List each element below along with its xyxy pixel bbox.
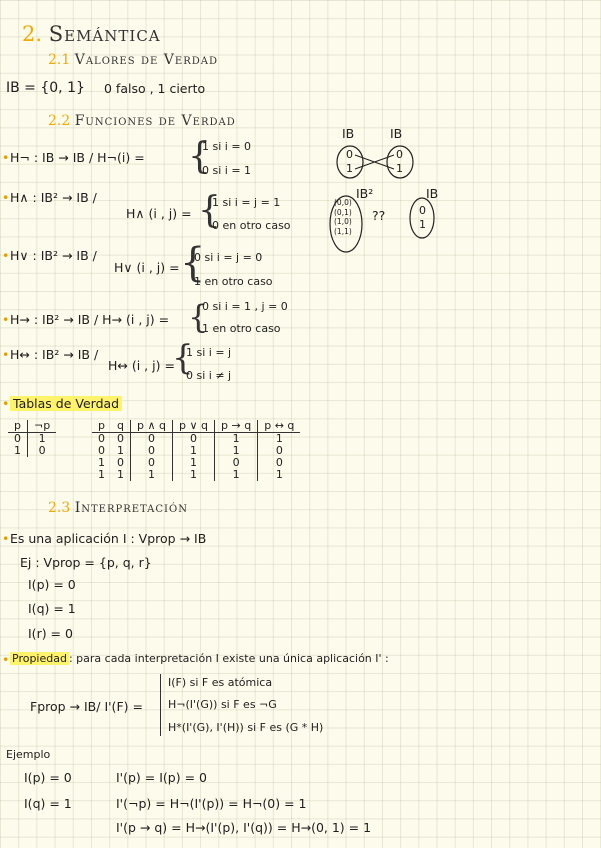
diagram-pairs [334, 198, 352, 236]
table-cell: 0 [117, 456, 124, 469]
table-header: p [92, 420, 111, 433]
bullet-icon: • [2, 652, 10, 667]
page-title [22, 22, 161, 46]
f-iff-case1: 1 si i = j [186, 346, 232, 359]
table-cell: 0 [98, 444, 105, 457]
f-and-case1: 1 si i = j = 1 [212, 196, 281, 209]
section-number: 2. [22, 22, 43, 46]
interp-example-set: Ej : Vprop = {p, q, r} [20, 555, 152, 570]
subsection-2-3 [48, 500, 188, 516]
connectives-truth-table [92, 420, 300, 481]
property-case1: I(F) si F es atómica [168, 676, 273, 689]
f-iff-def2: H↔ (i , j) = [108, 358, 175, 373]
f-not-def: H¬ : IB → IB / H¬(i) = [10, 150, 145, 165]
negation-truth-table [8, 420, 56, 457]
bullet-icon: • [2, 248, 10, 263]
table-header: q [111, 420, 131, 433]
f-not-case2: 0 si i = 1 [202, 164, 252, 177]
f-iff-def: H↔ : IB² → IB / [10, 347, 99, 362]
brace-icon: { [172, 338, 194, 378]
property-lhs: Fprop → IB/ I'(F) = [30, 699, 143, 714]
table-cell: 1 [98, 468, 105, 481]
diagram-label-pairs: IB² [356, 186, 374, 201]
table-cell: 1 [117, 468, 124, 481]
table-cell: 1 [117, 444, 124, 457]
table-cell: 0 [258, 457, 301, 469]
interp-value-q: I(q) = 1 [28, 601, 76, 616]
property-label: Propiedad [12, 652, 67, 665]
bullet-icon: • [2, 190, 10, 205]
table-cell: 0 [98, 432, 105, 445]
diagram-not-mapping [330, 142, 430, 186]
table-cell: 1 [173, 469, 215, 481]
bullet-icon: • [2, 312, 10, 327]
table-cell: 1 [215, 445, 258, 457]
diagram-a1: 1 [346, 162, 353, 175]
table-cell: 0 [117, 432, 124, 445]
subsection-title: Funciones de Verdad [74, 113, 236, 129]
example-step3: I'(p → q) = H→(I'(p), I'(q)) = H→(0, 1) = 1 [116, 820, 372, 835]
table-cell: 0 [14, 432, 21, 445]
table-header: p [8, 420, 28, 433]
f-or-def2: H∨ (i , j) = [114, 260, 180, 275]
bullet-icon: • [2, 347, 10, 362]
diagram-b1: 1 [396, 162, 403, 175]
diagram-d0: 0 [419, 204, 426, 217]
f-imp-def: H→ : IB² → IB / H→ (i , j) = [10, 312, 170, 327]
diagram-question: ?? [372, 208, 386, 223]
diagram-d1: 1 [419, 218, 426, 231]
tables-title: Tablas de Verdad [10, 396, 122, 411]
example-ip: I(p) = 0 [24, 770, 72, 785]
table-cell: 1 [98, 456, 105, 469]
table-header: p ↔ q [258, 420, 301, 433]
f-or-case1: 0 si i = j = 0 [194, 251, 263, 264]
subsection-title: Interpretación [74, 500, 188, 516]
property-case3: H*(I'(G), I'(H)) si F es (G * H) [168, 721, 324, 734]
example-label: Ejemplo [6, 748, 51, 761]
brace-icon: { [180, 240, 206, 286]
table-cell: 1 [131, 469, 173, 481]
f-iff-case2: 0 si i ≠ j [186, 369, 232, 382]
interp-value-p: I(p) = 0 [28, 577, 76, 592]
f-imp-case1: 0 si i = 1 , j = 0 [202, 300, 288, 313]
table-cell: 0 [131, 433, 173, 446]
interp-value-r: I(r) = 0 [28, 626, 73, 641]
bullet-icon: • [2, 150, 10, 165]
table-header: p ∨ q [173, 420, 215, 433]
f-not-case1: 1 si i = 0 [202, 140, 252, 153]
interp-definition: Es una aplicación I : Vprop → IB [10, 531, 207, 546]
subsection-number: 2.3 [48, 500, 71, 516]
bullet-icon: • [2, 396, 10, 411]
diagram-label-result: IB [426, 186, 439, 201]
table-cell: 0 [258, 445, 301, 457]
table-cell: 0 [131, 445, 173, 457]
pair-01: (0,1) [334, 207, 352, 217]
subsection-title: Valores de Verdad [74, 52, 218, 68]
brace-icon: { [188, 136, 211, 177]
property-case2: H¬(I'(G)) si F es ¬G [168, 698, 277, 711]
f-or-case2: 1 en otro caso [194, 275, 273, 288]
table-cell: 0 [28, 445, 57, 457]
table-cell: 1 [258, 433, 301, 446]
diagram-b0: 0 [396, 148, 403, 161]
table-header: ¬p [28, 420, 57, 433]
table-cell: 1 [258, 469, 301, 481]
subsection-2-2 [48, 113, 236, 129]
f-and-def2: H∧ (i , j) = [126, 206, 192, 221]
table-cell: 1 [215, 433, 258, 446]
table-cell: 0 [173, 433, 215, 446]
brace-icon: { [198, 190, 221, 231]
example-step2: I'(¬p) = H¬(I'(p)) = H¬(0) = 1 [116, 796, 307, 811]
table-row [92, 469, 300, 481]
subsection-2-1 [48, 52, 218, 68]
bullet-icon: • [2, 531, 10, 546]
section-title: Semántica [48, 22, 161, 46]
diagram-label-codomain: IB [390, 126, 403, 141]
example-iq: I(q) = 1 [24, 796, 72, 811]
brace-icon [160, 674, 161, 736]
table-header: p → q [215, 420, 258, 433]
brace-icon: { [188, 298, 209, 336]
f-and-case2: 0 en otro caso [212, 219, 291, 232]
example-step1: I'(p) = I(p) = 0 [116, 770, 207, 785]
table-header: p ∧ q [131, 420, 173, 433]
table-cell: 1 [215, 469, 258, 481]
property-text: : para cada interpretación I existe una única aplicación I' : [68, 652, 389, 665]
subsection-number: 2.1 [48, 52, 71, 68]
table-cell: 0 [215, 457, 258, 469]
table-cell: 1 [173, 445, 215, 457]
diagram-label-domain: IB [342, 126, 355, 141]
table-cell: 1 [14, 444, 21, 457]
f-and-def: H∧ : IB² → IB / [10, 190, 97, 205]
table-cell: 0 [131, 457, 173, 469]
table-cell: 1 [28, 433, 57, 446]
f-or-def: H∨ : IB² → IB / [10, 248, 97, 263]
property-line [10, 652, 389, 665]
table-cell: 1 [173, 457, 215, 469]
diagram-a0: 0 [346, 148, 353, 161]
truth-values-meaning: 0 falso , 1 cierto [104, 81, 206, 96]
pair-00: (0,0) [334, 198, 352, 207]
pair-11: (1,1) [334, 226, 352, 236]
truth-values-set: IB = {0, 1} [6, 80, 85, 96]
subsection-number: 2.2 [48, 113, 71, 129]
pair-10: (1,0) [334, 217, 352, 226]
f-imp-case2: 1 en otro caso [202, 322, 281, 335]
